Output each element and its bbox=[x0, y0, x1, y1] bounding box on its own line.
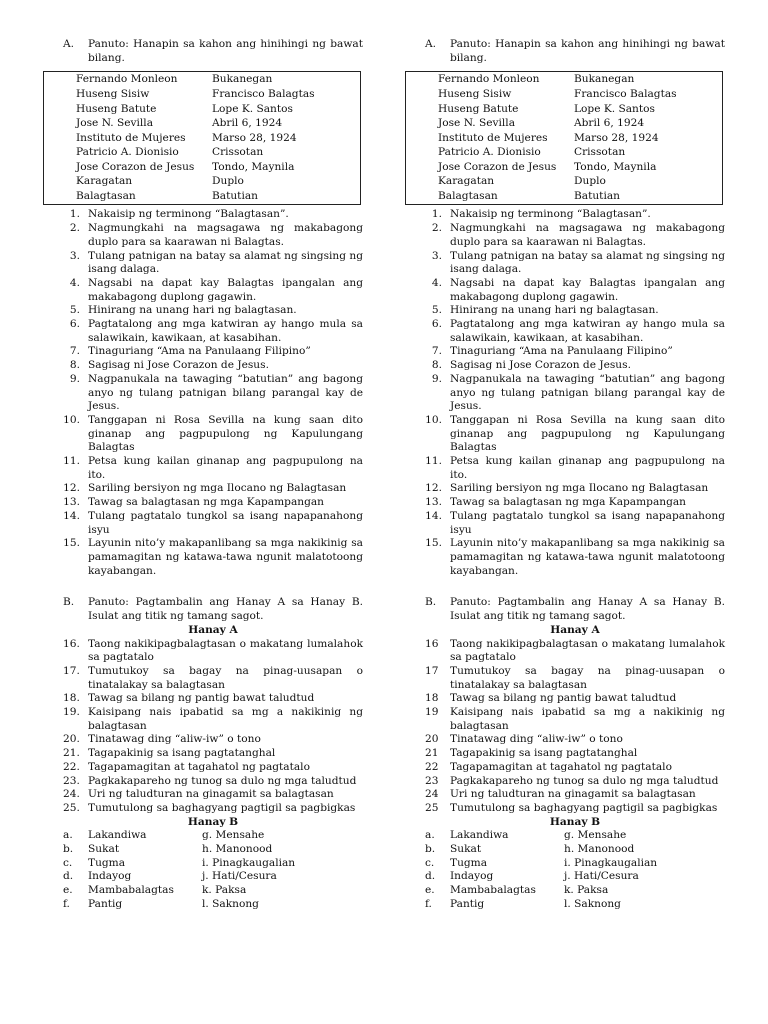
question-item bbox=[63, 304, 363, 318]
question-text: Nagmungkahi na magsagawa ng makabagong duplo para sa kaarawan ni Balagtas. bbox=[450, 222, 725, 248]
item-number: 21 bbox=[425, 747, 439, 760]
section-b bbox=[425, 596, 725, 911]
question-number: 5. bbox=[431, 304, 442, 317]
option-entry: a. bbox=[63, 829, 73, 842]
item-number: 17 bbox=[425, 664, 439, 677]
option-entry: e. bbox=[425, 884, 435, 897]
box-entry: Marso 28, 1924 bbox=[212, 131, 297, 144]
option-entry: g. Mensahe bbox=[202, 829, 265, 842]
option-entry: l. Saknong bbox=[202, 897, 259, 910]
question-text: Tinaguriang “Ama na Panulaang Filipino” bbox=[450, 345, 673, 358]
hanay-a-item bbox=[425, 638, 725, 665]
option-entry: i. Pinagkaugalian bbox=[564, 856, 658, 869]
option-entry: Tugma bbox=[450, 856, 488, 869]
section-letter: A. bbox=[63, 38, 75, 50]
question-text: Nagmungkahi na magsagawa ng makabagong duplo para sa kaarawan ni Balagtas. bbox=[88, 222, 363, 248]
item-number: 18 bbox=[425, 692, 439, 705]
question-item bbox=[425, 250, 725, 277]
option-entry: j. Hati/Cesura bbox=[564, 870, 639, 883]
box-entry: Marso 28, 1924 bbox=[574, 131, 659, 144]
question-item bbox=[425, 482, 725, 496]
item-text: Tinatawag ding “aliw-iw” o tono bbox=[450, 733, 623, 746]
question-number: 11. bbox=[63, 455, 80, 468]
question-text: Nagpanukala na tawaging “batutian” ang bagong anyo ng tulang patnigan bilang parangal kay de Jesus. bbox=[450, 372, 725, 413]
question-text: Tulang patnigan na batay sa alamat ng singsing ng isang dalaga. bbox=[450, 249, 725, 276]
question-text: Layunin nito’y makapanlibang sa mga nakikinig sa pamamagitan ng katawa-tawa ngunit malatotoong kayabangan. bbox=[88, 537, 363, 577]
hanay-a-item bbox=[63, 665, 363, 692]
question-text: Nakaisip ng terminong “Balagtasan”. bbox=[450, 208, 651, 221]
hanay-a-item bbox=[63, 788, 363, 802]
question-text: Layunin nito’y makapanlibang sa mga nakikinig sa pamamagitan ng katawa-tawa ngunit malatotoong kayabangan. bbox=[450, 537, 725, 577]
question-item bbox=[425, 455, 725, 482]
hanay-a-item bbox=[63, 761, 363, 775]
instruction-text: Panuto: Pagtambalin ang Hanay A sa Hanay B. Isulat ang titik ng tamang sagot. bbox=[450, 596, 725, 623]
section-b-instruction bbox=[63, 596, 363, 623]
question-number: 15. bbox=[425, 537, 442, 550]
option-entry: c. bbox=[63, 856, 73, 869]
question-item bbox=[63, 414, 363, 455]
hanay-a-item bbox=[425, 692, 725, 706]
option-entry: Lakandiwa bbox=[88, 829, 147, 842]
box-entry: Instituto de Mujeres bbox=[76, 131, 186, 144]
item-text: Taong nakikipagbalagtasan o makatang lumalahok sa pagtatalo bbox=[450, 637, 725, 664]
option-entry: h. Manonood bbox=[202, 843, 273, 856]
item-number: 22 bbox=[425, 760, 439, 773]
question-text: Tulang patnigan na batay sa alamat ng singsing ng isang dalaga. bbox=[88, 249, 363, 276]
option-entry: f. bbox=[425, 897, 432, 910]
question-item bbox=[425, 496, 725, 510]
item-text: Tumutukoy sa bagay na pinag-uusapan o tinatalakay sa balagtasan bbox=[450, 664, 725, 691]
item-number: 19. bbox=[63, 706, 80, 719]
box-entry: Batutian bbox=[212, 189, 258, 202]
question-number: 11. bbox=[425, 455, 442, 468]
hanay-a-title: Hanay A bbox=[550, 623, 600, 636]
question-text: Pagtatalong ang mga katwiran ay hango mula sa salawikain, kawikaan, at kasabihan. bbox=[88, 318, 363, 344]
answer-box bbox=[405, 71, 723, 205]
box-entry: Duplo bbox=[574, 175, 606, 188]
box-entry: Duplo bbox=[212, 175, 244, 188]
section-letter: A. bbox=[425, 38, 437, 50]
question-text: Hinirang na unang hari ng balagtasan. bbox=[450, 304, 659, 317]
question-text: Tanggapan ni Rosa Sevilla na kung saan dito ginanap ang pagpupulong ng Kapulungang Balagtas bbox=[450, 413, 725, 454]
hanay-a-list bbox=[425, 638, 725, 816]
box-entry: Huseng Batute bbox=[438, 102, 519, 115]
question-list bbox=[425, 208, 725, 578]
question-number: 8. bbox=[431, 359, 442, 372]
question-text: Tanggapan ni Rosa Sevilla na kung saan dito ginanap ang pagpupulong ng Kapulungang Balagtas bbox=[88, 413, 363, 454]
item-number: 24 bbox=[425, 788, 439, 801]
box-entry: Balagtasan bbox=[438, 189, 498, 202]
item-number: 23 bbox=[425, 774, 439, 787]
question-number: 15. bbox=[63, 537, 80, 550]
hanay-a-item bbox=[425, 747, 725, 761]
question-number: 12. bbox=[425, 482, 442, 495]
option-entry: d. bbox=[425, 870, 436, 883]
hanay-a-list bbox=[63, 638, 363, 816]
question-number: 3. bbox=[431, 249, 442, 262]
option-entry: j. Hati/Cesura bbox=[202, 870, 277, 883]
question-number: 6. bbox=[431, 318, 442, 331]
hanay-a-item bbox=[63, 692, 363, 706]
instruction-text: Panuto: Hanapin sa kahon ang hinihingi ng bawat bilang. bbox=[88, 38, 363, 64]
hanay-a-item bbox=[63, 747, 363, 761]
item-text: Tinatawag ding “aliw-iw” o tono bbox=[88, 733, 261, 746]
item-number: 25 bbox=[425, 801, 439, 814]
box-entry: Francisco Balagtas bbox=[212, 87, 315, 100]
item-text: Uri ng taludturan na ginagamit sa balagtasan bbox=[88, 788, 334, 801]
option-entry: g. Mensahe bbox=[564, 829, 627, 842]
item-number: 20 bbox=[425, 733, 439, 746]
option-entry: Mambabalagtas bbox=[450, 884, 536, 897]
question-item bbox=[63, 318, 363, 345]
item-number: 17. bbox=[63, 664, 80, 677]
box-entry: Fernando Monleon bbox=[438, 73, 540, 86]
hanay-a-item bbox=[425, 788, 725, 802]
item-number: 16. bbox=[63, 637, 80, 650]
question-number: 13. bbox=[63, 496, 80, 509]
item-text: Kaisipang nais ipabatid sa mg a nakikinig ng balagtasan bbox=[88, 706, 363, 732]
option-entry: Lakandiwa bbox=[450, 829, 509, 842]
question-number: 1. bbox=[431, 208, 442, 221]
item-number: 20. bbox=[63, 733, 80, 746]
option-entry: d. bbox=[63, 870, 74, 883]
question-text: Tinaguriang “Ama na Panulaang Filipino” bbox=[88, 345, 311, 358]
item-number: 16 bbox=[425, 637, 439, 650]
question-item bbox=[425, 359, 725, 373]
section-b bbox=[63, 596, 363, 911]
hanay-a-item bbox=[63, 733, 363, 747]
hanay-a-item bbox=[425, 802, 725, 816]
item-text: Pagkakapareho ng tunog sa dulo ng mga taludtud bbox=[450, 774, 719, 787]
section-a-instruction bbox=[63, 38, 363, 65]
item-text: Pagkakapareho ng tunog sa dulo ng mga taludtud bbox=[88, 774, 357, 787]
left-column bbox=[63, 38, 363, 912]
box-entry: Patricio A. Dionisio bbox=[76, 146, 179, 159]
box-entry: Lope K. Santos bbox=[212, 102, 293, 115]
question-item bbox=[63, 373, 363, 414]
box-entry: Bukanegan bbox=[574, 73, 635, 86]
box-entry: Jose N. Sevilla bbox=[438, 117, 516, 130]
box-entry: Balagtasan bbox=[76, 189, 136, 202]
question-item bbox=[425, 277, 725, 304]
box-entry: Karagatan bbox=[76, 175, 133, 188]
question-number: 8. bbox=[69, 359, 80, 372]
box-entry: Huseng Sisiw bbox=[438, 87, 512, 100]
instruction-text: Panuto: Hanapin sa kahon ang hinihingi ng bawat bilang. bbox=[450, 38, 725, 64]
box-entry: Tondo, Maynila bbox=[212, 160, 295, 173]
box-entry: Crissotan bbox=[574, 146, 626, 159]
question-text: Sagisag ni Jose Corazon de Jesus. bbox=[88, 359, 269, 372]
question-number: 14. bbox=[63, 509, 80, 522]
hanay-a-item bbox=[425, 775, 725, 789]
option-entry: Indayog bbox=[88, 870, 132, 883]
section-letter: B. bbox=[63, 596, 75, 609]
question-text: Hinirang na unang hari ng balagtasan. bbox=[88, 304, 297, 317]
item-number: 24. bbox=[63, 788, 80, 801]
item-number: 21. bbox=[63, 747, 80, 760]
hanay-a-item bbox=[425, 761, 725, 775]
question-number: 2. bbox=[431, 222, 442, 235]
question-text: Nakaisip ng terminong “Balagtasan”. bbox=[88, 208, 289, 221]
question-text: Sariling bersiyon ng mga Ilocano ng Balagtasan bbox=[88, 482, 347, 495]
answer-box bbox=[43, 71, 361, 205]
question-item bbox=[63, 482, 363, 496]
question-text: Nagsabi na dapat kay Balagtas ipangalan ang makabagong duplong gagawin. bbox=[450, 276, 725, 303]
item-text: Taong nakikipagbalagtasan o makatang lumalahok sa pagtatalo bbox=[88, 637, 363, 664]
option-entry: l. Saknong bbox=[564, 897, 621, 910]
question-item bbox=[63, 510, 363, 537]
option-entry: Sukat bbox=[450, 843, 482, 856]
box-entry: Tondo, Maynila bbox=[574, 160, 657, 173]
item-text: Tagapakinig sa isang pagtatanghal bbox=[88, 747, 276, 760]
question-text: Tulang pagtatalo tungkol sa isang napapanahong isyu bbox=[88, 509, 363, 536]
question-number: 1. bbox=[69, 208, 80, 221]
question-text: Petsa kung kailan ginanap ang pagpupulong na ito. bbox=[88, 455, 363, 481]
item-text: Tagapakinig sa isang pagtatanghal bbox=[450, 747, 638, 760]
question-text: Tulang pagtatalo tungkol sa isang napapanahong isyu bbox=[450, 509, 725, 536]
box-entry: Patricio A. Dionisio bbox=[438, 146, 541, 159]
item-text: Tumutulong sa baghagyang pagtigil sa pagbigkas bbox=[88, 801, 356, 814]
option-entry: Indayog bbox=[450, 870, 494, 883]
option-entry: Pantig bbox=[450, 897, 485, 910]
question-number: 13. bbox=[425, 496, 442, 509]
question-item bbox=[63, 537, 363, 578]
question-item bbox=[63, 455, 363, 482]
right-column bbox=[425, 38, 725, 912]
question-item bbox=[425, 345, 725, 359]
question-text: Sariling bersiyon ng mga Ilocano ng Balagtasan bbox=[450, 482, 709, 495]
box-entry: Jose N. Sevilla bbox=[76, 117, 154, 130]
question-item bbox=[425, 208, 725, 222]
hanay-a-item bbox=[425, 733, 725, 747]
hanay-a-item bbox=[63, 706, 363, 733]
question-number: 7. bbox=[431, 345, 442, 358]
question-item bbox=[63, 250, 363, 277]
option-entry: k. Paksa bbox=[564, 884, 609, 897]
question-number: 6. bbox=[69, 318, 80, 331]
question-item bbox=[425, 510, 725, 537]
question-text: Sagisag ni Jose Corazon de Jesus. bbox=[450, 359, 631, 372]
box-entry: Abril 6, 1924 bbox=[212, 117, 283, 130]
question-number: 9. bbox=[69, 372, 80, 385]
option-entry: k. Paksa bbox=[202, 884, 247, 897]
question-number: 4. bbox=[431, 276, 442, 289]
option-entry: h. Manonood bbox=[564, 843, 635, 856]
question-number: 2. bbox=[69, 222, 80, 235]
section-a-instruction bbox=[425, 38, 725, 65]
box-entry: Lope K. Santos bbox=[574, 102, 655, 115]
question-text: Nagsabi na dapat kay Balagtas ipangalan ang makabagong duplong gagawin. bbox=[88, 276, 363, 303]
option-entry: c. bbox=[425, 856, 435, 869]
hanay-b-title: Hanay B bbox=[187, 815, 239, 828]
section-b-instruction bbox=[425, 596, 725, 623]
hanay-a-title: Hanay A bbox=[188, 623, 238, 636]
item-number: 25. bbox=[63, 801, 80, 814]
question-text: Pagtatalong ang mga katwiran ay hango mula sa salawikain, kawikaan, at kasabihan. bbox=[450, 318, 725, 344]
item-text: Tagapamagitan at tagahatol ng pagtatalo bbox=[88, 760, 310, 773]
question-item bbox=[63, 277, 363, 304]
item-number: 23. bbox=[63, 774, 80, 787]
option-entry: a. bbox=[425, 829, 435, 842]
question-item bbox=[425, 537, 725, 578]
question-number: 5. bbox=[69, 304, 80, 317]
option-entry: i. Pinagkaugalian bbox=[202, 856, 296, 869]
item-text: Tawag sa bilang ng pantig bawat taludtud bbox=[88, 692, 315, 705]
question-text: Petsa kung kailan ginanap ang pagpupulong na ito. bbox=[450, 455, 725, 481]
box-entry: Huseng Sisiw bbox=[76, 87, 150, 100]
option-entry: Tugma bbox=[88, 856, 126, 869]
hanay-a-item bbox=[63, 802, 363, 816]
question-item bbox=[63, 222, 363, 249]
question-number: 7. bbox=[69, 345, 80, 358]
section-letter: B. bbox=[425, 596, 437, 609]
question-item bbox=[63, 359, 363, 373]
hanay-a-item bbox=[63, 638, 363, 665]
box-entry: Huseng Batute bbox=[76, 102, 157, 115]
box-entry: Karagatan bbox=[438, 175, 495, 188]
instruction-text: Panuto: Pagtambalin ang Hanay A sa Hanay B. Isulat ang titik ng tamang sagot. bbox=[88, 596, 363, 623]
item-text: Uri ng taludturan na ginagamit sa balagtasan bbox=[450, 788, 696, 801]
option-entry: Sukat bbox=[88, 843, 120, 856]
box-entry: Jose Corazon de Jesus bbox=[76, 160, 195, 173]
question-text: Tawag sa balagtasan ng mga Kapampangan bbox=[450, 496, 687, 509]
item-text: Tumutulong sa baghagyang pagtigil sa pagbigkas bbox=[450, 801, 718, 814]
hanay-a-item bbox=[63, 775, 363, 789]
question-item bbox=[63, 208, 363, 222]
box-entry: Crissotan bbox=[212, 146, 264, 159]
option-entry: b. bbox=[425, 843, 436, 856]
hanay-a-item bbox=[425, 665, 725, 692]
question-item bbox=[63, 496, 363, 510]
box-entry: Batutian bbox=[574, 189, 620, 202]
hanay-a-item bbox=[425, 706, 725, 733]
item-number: 22. bbox=[63, 760, 80, 773]
question-text: Nagpanukala na tawaging “batutian” ang bagong anyo ng tulang patnigan bilang parangal kay de Jesus. bbox=[88, 372, 363, 413]
item-text: Kaisipang nais ipabatid sa mg a nakikinig ng balagtasan bbox=[450, 706, 725, 732]
item-text: Tumutukoy sa bagay na pinag-uusapan o tinatalakay sa balagtasan bbox=[88, 664, 363, 691]
question-item bbox=[425, 304, 725, 318]
box-entry: Francisco Balagtas bbox=[574, 87, 677, 100]
question-number: 4. bbox=[69, 276, 80, 289]
option-entry: f. bbox=[63, 897, 70, 910]
box-entry: Fernando Monleon bbox=[76, 73, 178, 86]
question-number: 12. bbox=[63, 482, 80, 495]
question-item bbox=[63, 345, 363, 359]
item-number: 19 bbox=[425, 706, 439, 719]
question-number: 14. bbox=[425, 509, 442, 522]
hanay-b-options bbox=[425, 829, 725, 911]
question-item bbox=[425, 373, 725, 414]
item-number: 18. bbox=[63, 692, 80, 705]
option-entry: Mambabalagtas bbox=[88, 884, 174, 897]
box-entry: Instituto de Mujeres bbox=[438, 131, 548, 144]
question-item bbox=[425, 414, 725, 455]
option-entry: e. bbox=[63, 884, 73, 897]
question-number: 10. bbox=[63, 413, 80, 426]
box-entry: Bukanegan bbox=[212, 73, 273, 86]
item-text: Tawag sa bilang ng pantig bawat taludtud bbox=[450, 692, 677, 705]
question-number: 3. bbox=[69, 249, 80, 262]
question-text: Tawag sa balagtasan ng mga Kapampangan bbox=[88, 496, 325, 509]
option-entry: b. bbox=[63, 843, 74, 856]
box-entry: Jose Corazon de Jesus bbox=[438, 160, 557, 173]
hanay-b-options bbox=[63, 829, 363, 911]
question-number: 10. bbox=[425, 413, 442, 426]
item-text: Tagapamagitan at tagahatol ng pagtatalo bbox=[450, 760, 672, 773]
question-item bbox=[425, 222, 725, 249]
question-item bbox=[425, 318, 725, 345]
question-number: 9. bbox=[431, 372, 442, 385]
option-entry: Pantig bbox=[88, 897, 123, 910]
question-list bbox=[63, 208, 363, 578]
hanay-b-title: Hanay B bbox=[549, 815, 601, 828]
box-entry: Abril 6, 1924 bbox=[574, 117, 645, 130]
